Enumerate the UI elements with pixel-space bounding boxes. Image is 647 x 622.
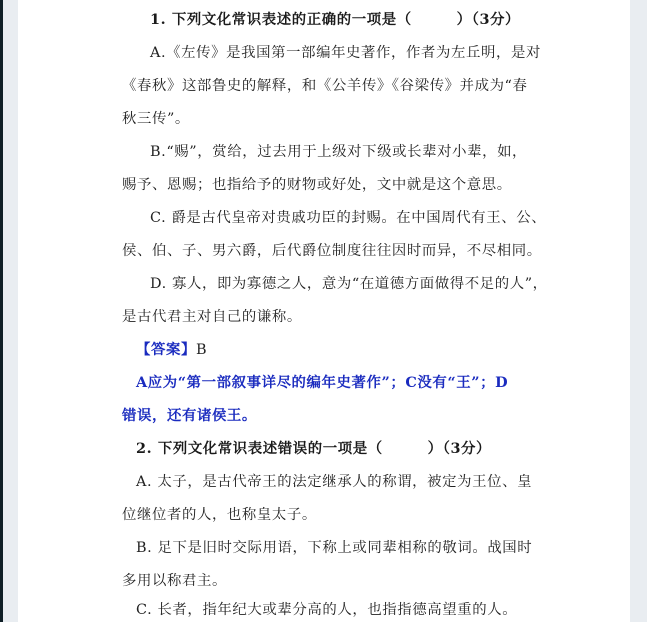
q1-option-d-line1: D. 寡人，即为寡德之人，意为“在道德方面做得不足的人”， xyxy=(150,276,548,292)
q1-option-c-line2: 侯、伯、子、男六爵，后代爵位制度往往因时而异，不尽相同。 xyxy=(122,243,542,259)
q2-option-b-line1: B. 足下是旧时交际用语，下称上或同辈相称的敬词。战国时 xyxy=(136,540,533,556)
q1-option-b-line1: B.“赐”，赏给，过去用于上级对下级或长辈对小辈，如， xyxy=(150,144,528,160)
q1-option-b-line2: 赐予、恩赐；也指给予的财物或好处，文中就是这个意思。 xyxy=(122,177,512,193)
q1-option-c-line1: C. 爵是古代皇帝对贵戚功臣的封赐。在中国周代有王、公、 xyxy=(150,210,547,226)
q2-option-c-line1: C. 长者，指年纪大或辈分高的人，也指指德高望重的人。 xyxy=(136,602,518,618)
q1-explanation-line1: A应为“第一部叙事详尽的编年史著作”；C没有“王”；D xyxy=(136,374,509,391)
q1-option-a-line2: 《春秋》这部鲁史的解释，和《公羊传》《谷梁传》并成为“春 xyxy=(122,78,528,94)
q2-option-a-line2: 位继位者的人，也称皇太子。 xyxy=(122,507,317,523)
q2-option-a-line1: A. 太子，是古代帝王的法定继承人的称谓，被定为王位、皇 xyxy=(136,474,533,490)
answer-value: B xyxy=(195,342,208,358)
question-1-stem: 1. 下列文化常识表述的正确的一项是（ ）（3分） xyxy=(150,11,521,28)
q1-explanation-line2: 错误，还有诸侯王。 xyxy=(122,407,257,424)
document-page xyxy=(18,0,630,622)
question-2-stem: 2. 下列文化常识表述错误的一项是（ ）（3分） xyxy=(136,440,492,457)
q2-option-b-line2: 多用以称君主。 xyxy=(122,573,227,589)
answer-tag: 【答案】 xyxy=(136,341,196,358)
q1-option-a-line3: 秋三传”。 xyxy=(122,111,190,127)
q1-answer xyxy=(136,340,207,360)
q1-option-d-line2: 是古代君主对自己的谦称。 xyxy=(122,309,302,325)
window-left-edge xyxy=(0,0,3,622)
q1-option-a-line1: A.《左传》是我国第一部编年史著作，作者为左丘明，是对 xyxy=(150,45,541,61)
